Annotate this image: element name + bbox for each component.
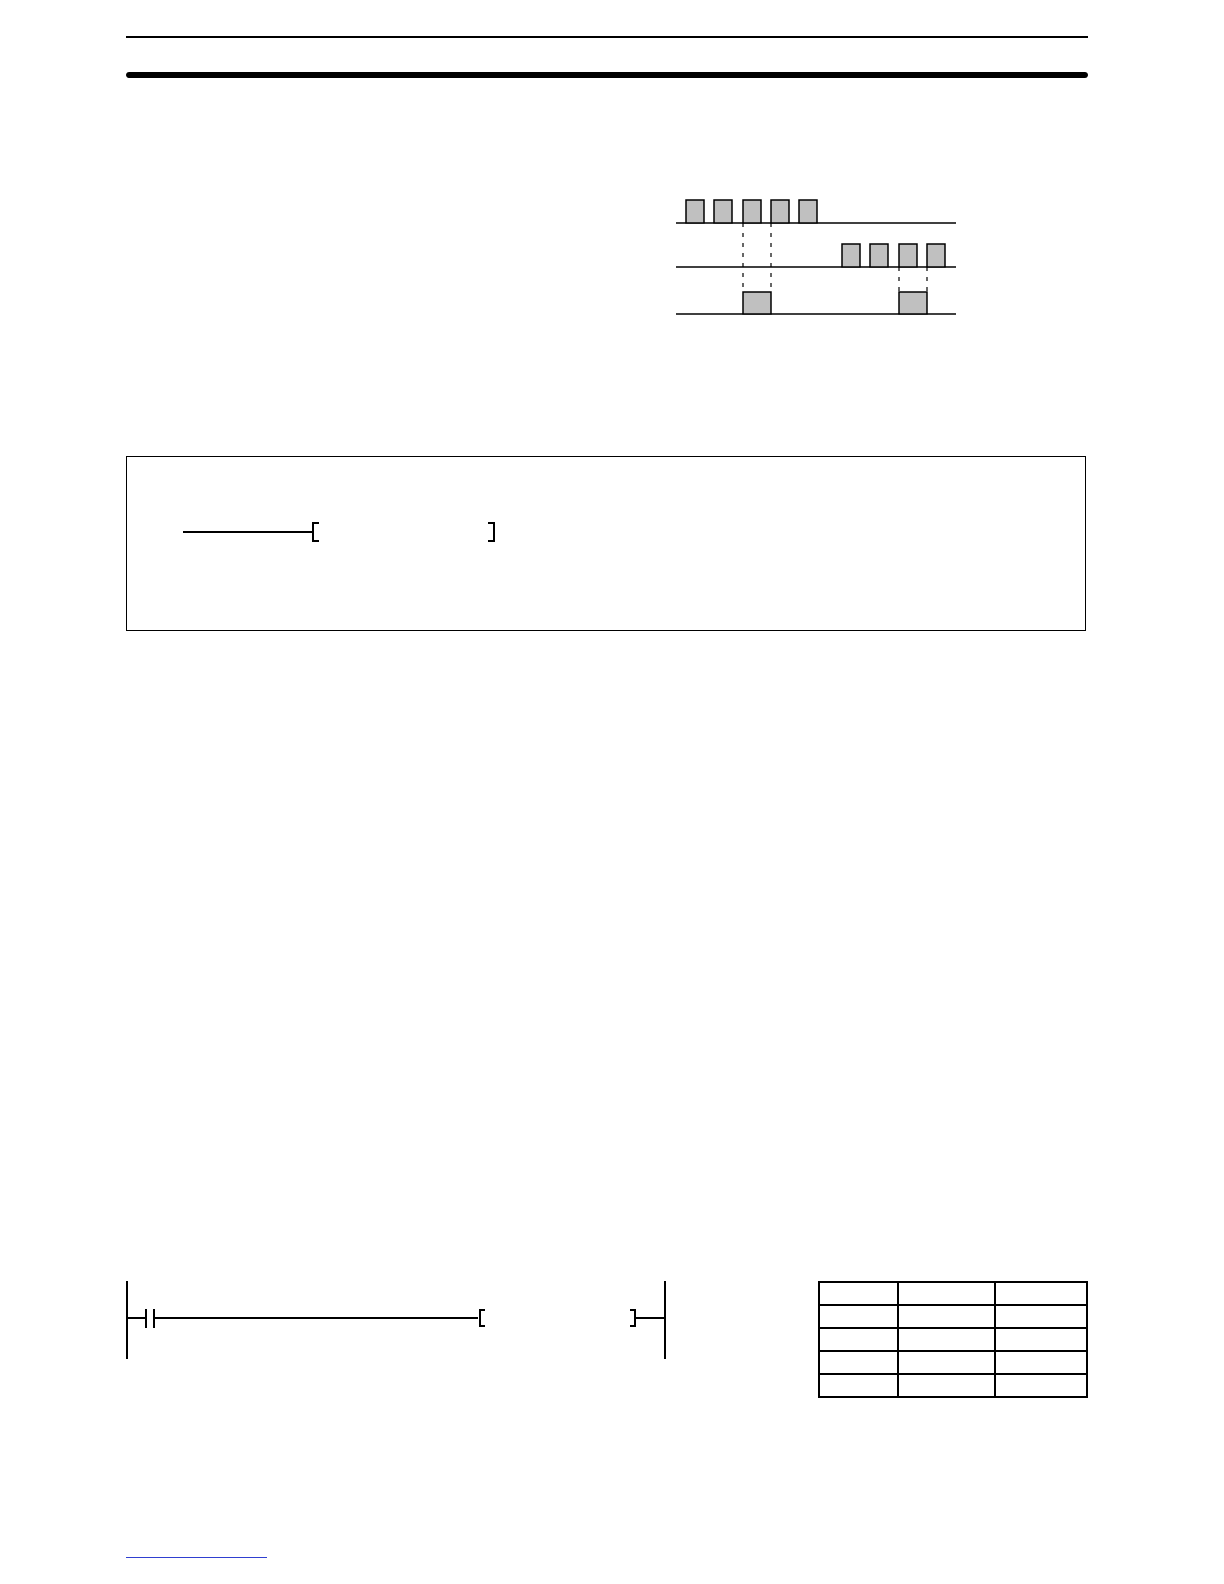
instruction-bracket-left <box>480 1310 485 1326</box>
table-cell <box>995 1351 1087 1374</box>
table-cell <box>819 1351 898 1374</box>
table-row <box>819 1328 1087 1351</box>
table-cell <box>898 1305 995 1328</box>
table-row <box>819 1351 1087 1374</box>
table-cell <box>995 1305 1087 1328</box>
table-cell <box>995 1374 1087 1397</box>
table-cell <box>995 1282 1087 1305</box>
table-cell <box>819 1374 898 1397</box>
operand-table <box>818 1281 1088 1398</box>
table-cell <box>898 1351 995 1374</box>
table-cell <box>898 1374 995 1397</box>
table-cell <box>819 1282 898 1305</box>
table-cell <box>819 1328 898 1351</box>
instruction-bracket-right <box>630 1310 635 1326</box>
table-cell <box>819 1305 898 1328</box>
table-cell <box>898 1282 995 1305</box>
table-cell <box>898 1328 995 1351</box>
footer-link-underline[interactable] <box>126 1557 267 1558</box>
table-row <box>819 1374 1087 1397</box>
table-row <box>819 1305 1087 1328</box>
table-cell <box>995 1328 1087 1351</box>
table-row <box>819 1282 1087 1305</box>
